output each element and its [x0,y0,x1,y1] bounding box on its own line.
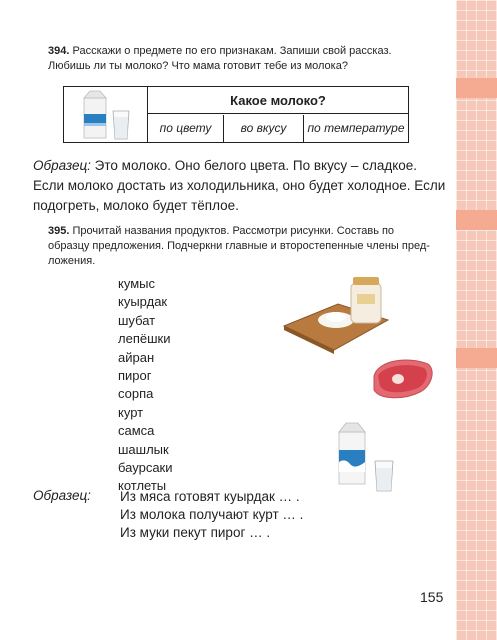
flour-jar-icon [348,276,384,324]
table-column-temperature: по температуре [307,121,405,135]
task-line: Расскажи о предмете по его признакам. Запиши свой рассказ. [72,45,392,57]
milk-carton-icon [336,422,368,486]
task-line: ложения. [48,255,96,267]
example-line: Если молоко достать из холодильника, оно будет холодное. Если [33,178,446,193]
milk-carton-icon [80,90,110,140]
list-item: куырдак [118,294,168,310]
margin-tab [456,210,497,230]
task-line: Любишь ли ты молоко? Что мама готовит тебе из молока? [48,60,348,72]
list-item: айран [118,349,155,365]
margin-tab [456,78,497,98]
list-item: кумыс [118,276,155,291]
list-item: пирог [118,367,152,383]
example-line: подогреть, молоко будет тёплое. [33,198,239,213]
milk-properties-table [63,86,409,143]
task-395-text [48,224,448,269]
list-item: лепёшки [118,331,171,347]
product-word-list [118,275,173,496]
task-line: Прочитай названия продуктов. Рассмотри рисунки. Составь по [69,225,395,237]
list-item: сорпа [118,386,154,402]
list-item: шашлык [118,441,169,457]
task-number: 394. [48,45,70,57]
example-395 [120,488,303,542]
table-header: Какое молоко? [148,87,408,114]
example-line: Из мяса готовят куырдак … . [120,489,300,504]
table-column-taste: во вкусу [224,115,304,142]
list-item: курт [118,404,144,420]
example-line: Из молока получают курт … . [120,507,304,522]
meat-steak-icon [368,356,436,402]
example-394 [33,156,453,216]
list-item: баурсаки [118,459,173,475]
glass-of-milk-icon [112,110,130,140]
example-line: Это молоко. Оно белого цвета. По вкусу – сладкое. [90,158,418,173]
table-column-color: по цвету [148,115,224,142]
list-item: самса [118,423,155,439]
margin-tab [456,348,497,368]
task-line: образцу предложения. Подчеркни главные и второстепенные члены пред- [48,240,430,252]
task-number: 395. [48,225,70,237]
task-394-text [48,44,392,74]
list-item: шубат [118,312,156,328]
example-label: Образец: [33,158,91,173]
example-line: Из муки пекут пирог … . [120,525,271,540]
glass-of-milk-icon [374,460,394,492]
table-image-cell [64,87,148,142]
page-number: 155 [420,589,444,605]
list-item: котлеты [118,478,167,494]
example-label: Образец: [33,488,91,503]
